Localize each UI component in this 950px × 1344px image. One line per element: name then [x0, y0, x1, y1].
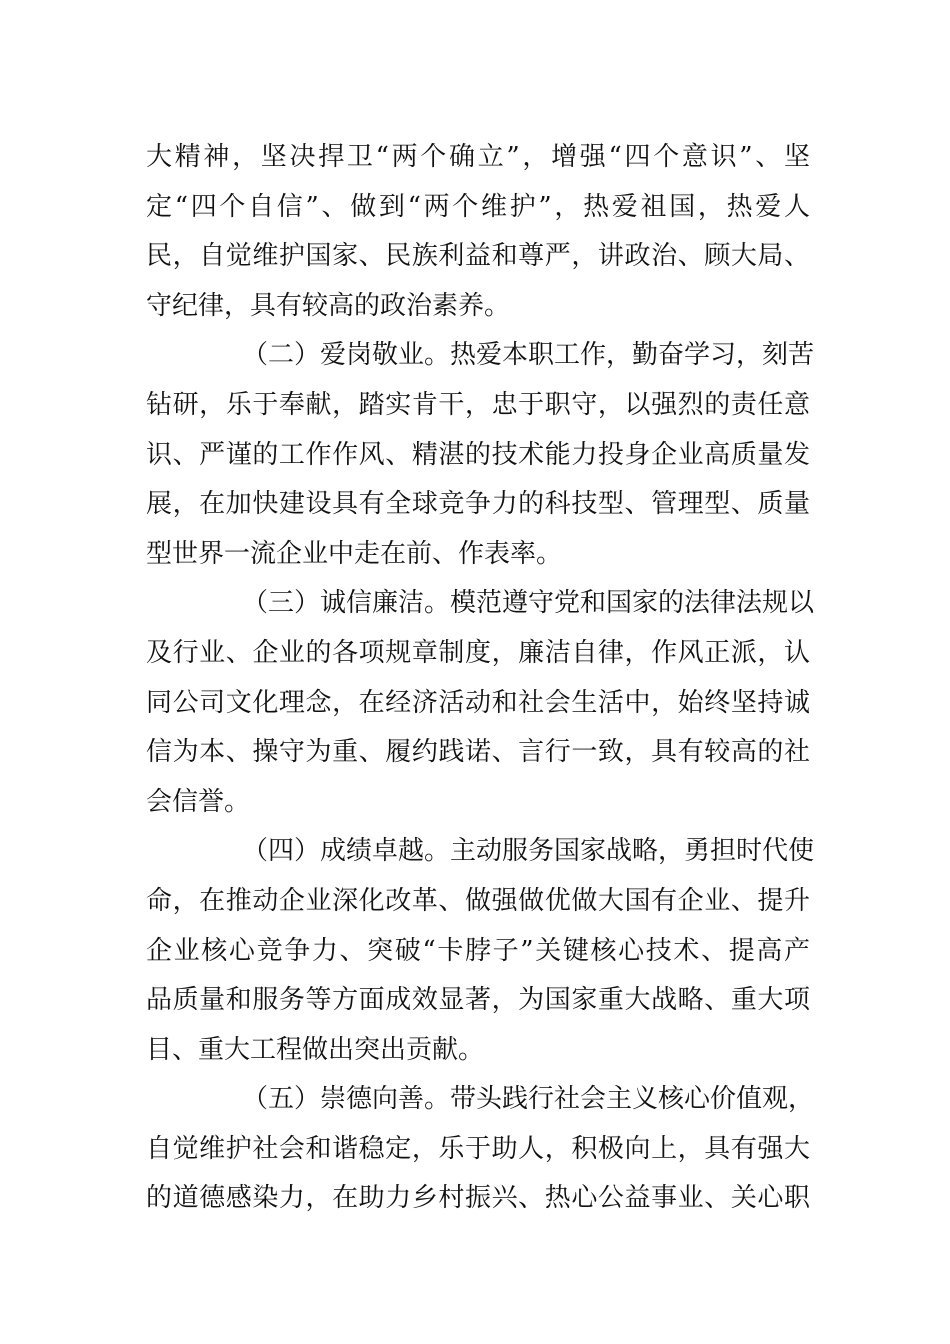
text-line: （二）爱岗敬业。热爱本职工作，勤奋学习，刻苦	[242, 340, 815, 371]
text-line: 识、严谨的工作作风、精湛的技术能力投身企业高质量发	[146, 439, 810, 470]
paragraph-achievement	[146, 827, 815, 1075]
text-line: （五）崇德向善。带头践行社会主义核心价值观，	[242, 1084, 815, 1115]
text-line: 型世界一流企业中走在前、作表率。	[146, 538, 563, 569]
text-line: 的道德感染力，在助力乡村振兴、热心公益事业、关心职	[146, 1183, 810, 1214]
text-line: 企业核心竞争力、突破“卡脖子”关键核心技术、提高产	[146, 935, 810, 966]
paragraph-integrity	[146, 579, 815, 827]
text-line: 品质量和服务等方面成效显著，为国家重大战略、重大项	[146, 985, 810, 1016]
text-line: 信为本、操守为重、履约践诺、言行一致，具有较高的社	[146, 737, 810, 768]
text-line: 自觉维护社会和谐稳定，乐于助人，积极向上，具有强大	[146, 1133, 810, 1164]
text-line: 钻研，乐于奉献，踏实肯干，忠于职守，以强烈的责任意	[146, 389, 810, 420]
text-line: 同公司文化理念，在经济活动和社会生活中，始终坚持诚	[146, 687, 810, 718]
paragraph-dedication	[146, 331, 815, 579]
text-line: 命，在推动企业深化改革、做强做优做大国有企业、提升	[146, 885, 810, 916]
text-line: 定“四个自信”、做到“两个维护”，热爱祖国，热爱人	[146, 191, 810, 222]
document-body	[146, 133, 815, 1224]
text-line: 展，在加快建设具有全球竞争力的科技型、管理型、质量	[146, 489, 810, 520]
text-line: 守纪律，具有较高的政治素养。	[146, 290, 511, 321]
text-line: （三）诚信廉洁。模范遵守党和国家的法律法规以	[242, 588, 815, 619]
text-line: 大精神，坚决捍卫“两个确立”，增强“四个意识”、坚	[146, 142, 810, 172]
text-line: 会信誉。	[146, 786, 251, 817]
text-line: （四）成绩卓越。主动服务国家战略，勇担时代使	[242, 836, 815, 867]
paragraph-political-quality	[146, 133, 810, 331]
text-line: 目、重大工程做出突出贡献。	[146, 1034, 485, 1065]
paragraph-virtue	[146, 1075, 815, 1224]
text-line: 民，自觉维护国家、民族利益和尊严，讲政治、顾大局、	[146, 241, 810, 272]
text-line: 及行业、企业的各项规章制度，廉洁自律，作风正派，认	[146, 637, 810, 668]
